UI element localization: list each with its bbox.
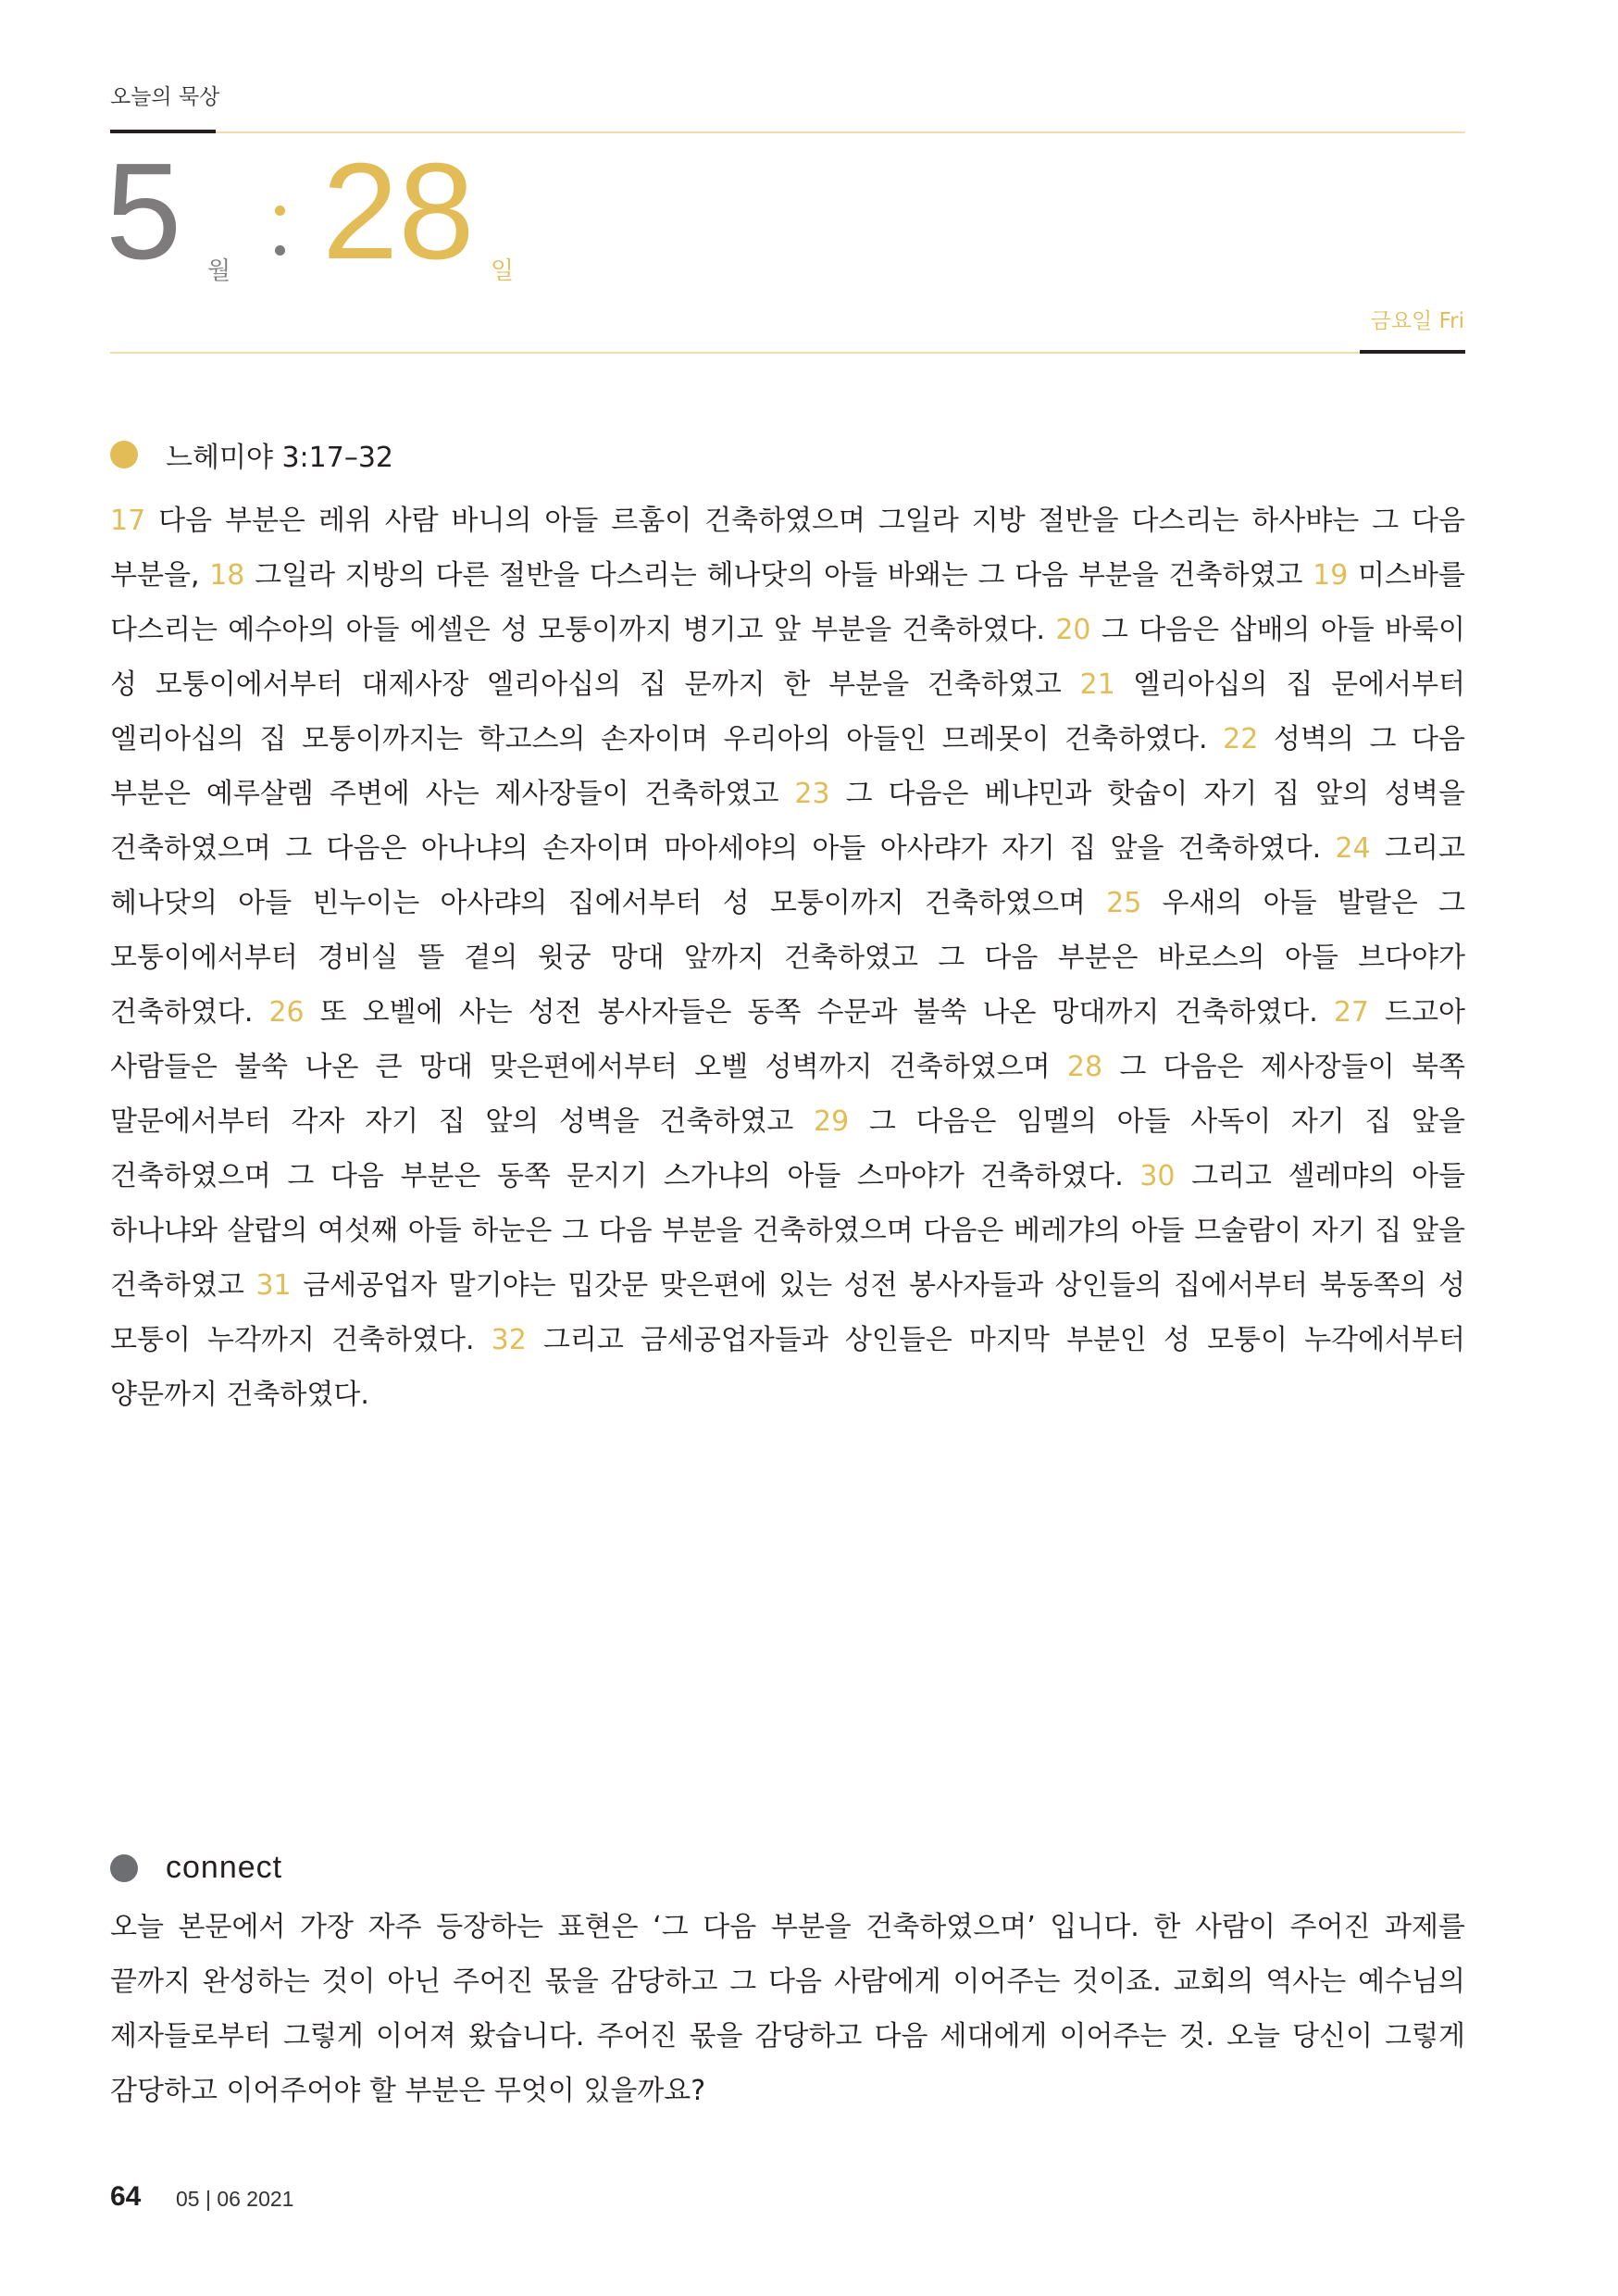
verse-text: 그 다음은 제사장들이 북쪽 말문에서부터 각자 자기 집 앞의 성벽을 건축하였고 <box>110 1051 1465 1138</box>
verse-number: 24 <box>1335 832 1371 865</box>
month-unit: 월 <box>207 257 231 285</box>
verse-text: 그리고 금세공업자들과 상인들은 마지막 부분인 성 모퉁이 누각에서부터 양문까지 건축하였다. <box>110 1324 1465 1411</box>
verse-number: 32 <box>491 1324 527 1356</box>
verse-number: 22 <box>1223 723 1259 755</box>
section-label: 오늘의 묵상 <box>110 85 220 109</box>
passage-text <box>110 493 1465 1422</box>
verse-number: 20 <box>1055 614 1091 646</box>
verse-number: 30 <box>1139 1160 1176 1192</box>
month-number: 5 <box>106 135 182 288</box>
verse-number: 26 <box>268 996 305 1029</box>
top-rule <box>216 131 1465 133</box>
passage-bullet-icon <box>110 441 138 468</box>
verse-number: 17 <box>110 505 146 537</box>
verse-text: 다음 부분은 레위 사람 바니의 아들 르훔이 건축하였으며 그일라 지방 절반을 다스리는 하사뱌는 그 다음 부분을, <box>110 505 1465 592</box>
verse-text: 그리고 헤나닷의 아들 빈누이는 아사랴의 집에서부터 성 모퉁이까지 건축하였으며 <box>110 832 1465 919</box>
verse-number: 21 <box>1079 668 1115 701</box>
issue-date: 05 | 06 2021 <box>176 2187 294 2211</box>
verse-number: 28 <box>1066 1051 1103 1083</box>
date-colon-top-dot <box>275 206 285 216</box>
day-number: 28 <box>322 135 475 288</box>
verse-number: 29 <box>814 1105 850 1138</box>
date-colon-bottom-dot <box>275 245 285 256</box>
verse-number: 23 <box>794 778 830 810</box>
verse-text: 그 다음은 임멜의 아들 사독이 자기 집 앞을 건축하였으며 그 다음 부분은 동쪽 문지기 스가냐의 아들 스마야가 건축하였다. <box>110 1105 1465 1192</box>
section-label-underline <box>110 130 216 133</box>
passage-heading <box>110 434 393 475</box>
verse-text: 금세공업자 말기야는 밉갓문 맞은편에 있는 성전 봉사자들과 상인들의 집에서부터 북동쪽의 성 모퉁이 누각까지 건축하였다. <box>110 1269 1466 1356</box>
verse-text: 드고아 사람들은 불쑥 나온 큰 망대 맞은편에서부터 오벨 성벽까지 건축하였으며 <box>110 996 1465 1083</box>
verse-text: 그일라 지방의 다른 절반을 다스리는 헤나닷의 아들 바왜는 그 다음 부분을 건축하였고 <box>244 559 1313 592</box>
verse-text: 성벽의 그 다음 부분은 예루살렘 주변에 사는 제사장들이 건축하였고 <box>110 723 1465 810</box>
verse-number: 31 <box>255 1269 292 1302</box>
verse-text: 엘리아십의 집 문에서부터 엘리아십의 집 모퉁이까지는 학고스의 손자이며 우리아의 아들인 므레못이 건축하였다. <box>110 668 1465 755</box>
page-number: 64 <box>110 2181 142 2212</box>
weekday: 금요일 Fri <box>1370 309 1464 333</box>
connect-body: 오늘 본문에서 가장 자주 등장하는 표현은 ‘그 다음 부분을 건축하였으며’ 입니다. 한 사람이 주어진 과제를 끝까지 완성하는 것이 아닌 주어진 몫을 감당하고 그 다음 사람에게 이어주는 것이죠. 교회의 역사는 예수님의 제자들로부터 그렇게 이어져 왔습니다. 주어진 몫을 감당하고 다음 세대에게 이어주는 것. 오늘 당신이 그렇게 감당하고 이어주어야 할 부분은 무엇이 있을까요? <box>110 1911 1465 2107</box>
middle-rule <box>110 352 1360 354</box>
verse-text: 우새의 아들 발랄은 그 모퉁이에서부터 경비실 뜰 곁의 윗궁 망대 앞까지 건축하였고 그 다음 부분은 바로스의 아들 브다야가 건축하였다. <box>110 887 1466 1029</box>
verse-number: 27 <box>1333 996 1370 1029</box>
weekday-underline <box>1360 350 1465 354</box>
day-unit: 일 <box>491 257 515 285</box>
connect-bullet-icon <box>110 1854 138 1882</box>
verse-text: 그리고 셀레먀의 아들 하나냐와 살랍의 여섯째 아들 하눈은 그 다음 부분을 건축하였으며 다음은 베레갸의 아들 므술람이 자기 집 앞을 건축하였고 <box>110 1160 1465 1302</box>
verse-number: 19 <box>1313 559 1349 592</box>
passage-reference: 느헤미야 3:17–32 <box>166 442 393 474</box>
connect-title: connect <box>166 1850 283 1885</box>
verse-text: 그 다음은 베냐민과 핫숩이 자기 집 앞의 성벽을 건축하였으며 그 다음은 아나냐의 손자이며 마아세야의 아들 아사랴가 자기 집 앞을 건축하였다. <box>110 778 1465 865</box>
verse-number: 25 <box>1106 887 1142 919</box>
verse-text: 그 다음은 삽배의 아들 바룩이 성 모퉁이에서부터 대제사장 엘리아십의 집 문까지 한 부분을 건축하였고 <box>110 614 1465 701</box>
connect-heading <box>110 1850 282 1886</box>
verse-number: 18 <box>209 559 245 592</box>
verse-text: 또 오벨에 사는 성전 봉사자들은 동쪽 수문과 불쑥 나온 망대까지 건축하였다. <box>304 996 1334 1029</box>
verse-text: 미스바를 다스리는 예수아의 아들 에셀은 성 모퉁이까지 병기고 앞 부분을 건축하였다. <box>110 559 1465 646</box>
